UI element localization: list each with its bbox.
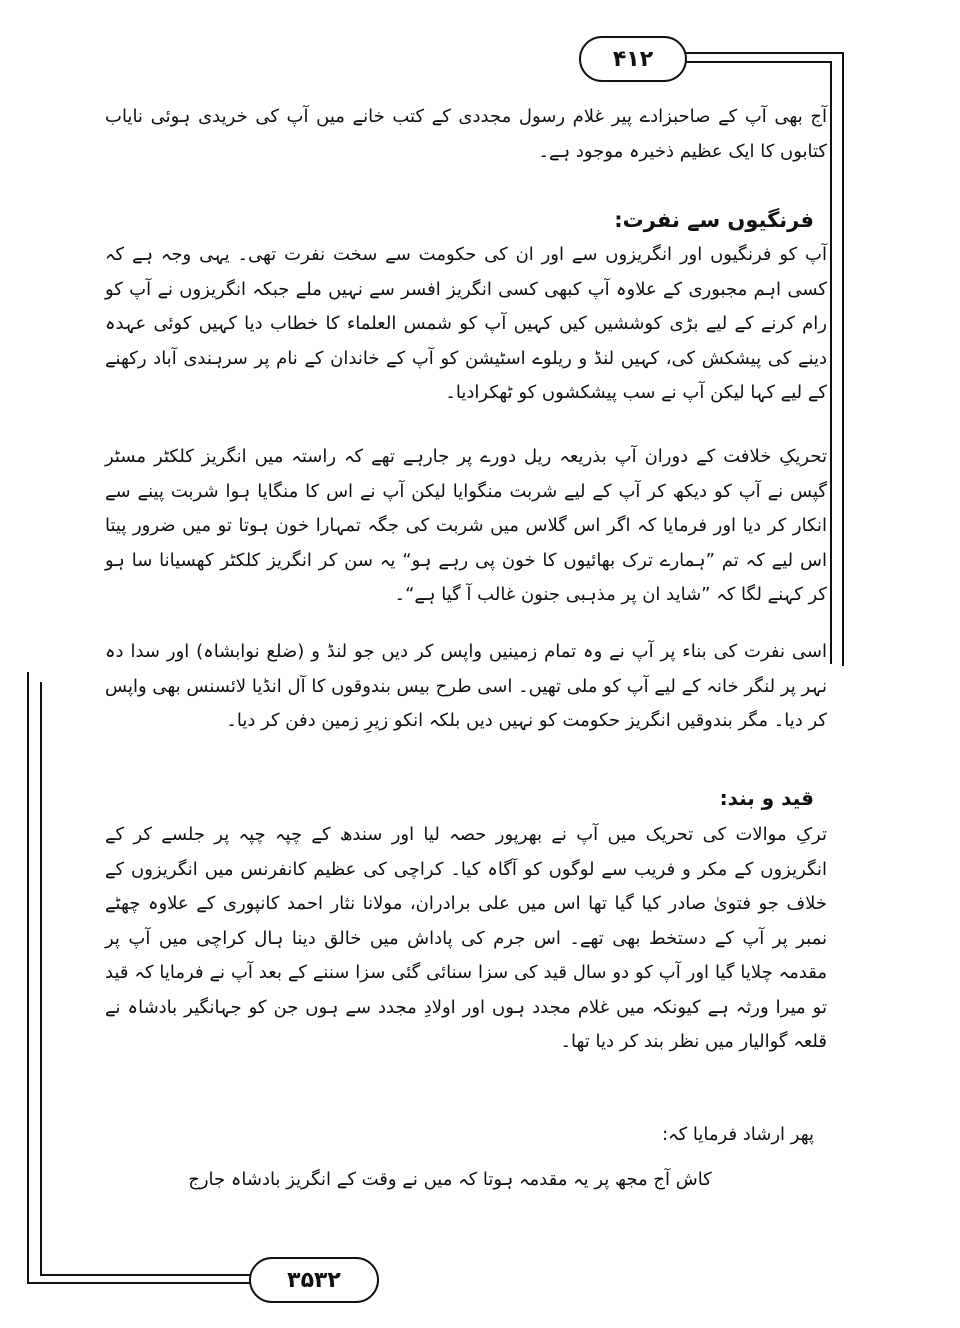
frame-top-rule-inner bbox=[683, 61, 831, 63]
paragraph-hatred-2: تحریکِ خلافت کے دوران آپ بذریعہ ریل دورے پر جارہے تھے کہ راستہ میں انگریز کلکٹر مسٹر گپس نے آپ کو دیکھ کر آپ کے لیے شربت منگوایا لیکن آپ نے اس کا منگایا ہوا شربت پینے سے انکار کر دیا اور فرمایا کہ اگر اس گلاس میں شربت کی جگہ تمہارا خون ہوتا تو میں ضرور پیتا اس لیے کہ تم ”ہمارے ترک بھائیوں کا خون پی رہے ہو“ یہ سن کر انگریز کلکٹر کھسیانا سا ہو کر کہنے لگا کہ ”شاید ان پر مذہبی جنون غالب آ گیا ہے“۔ bbox=[105, 446, 827, 605]
top-page-number: ۴۱۲ bbox=[579, 36, 687, 82]
frame-top-rule bbox=[683, 52, 843, 54]
frame-right-rule-outer bbox=[842, 52, 844, 666]
paragraph-intro: آج بھی آپ کے صاحبزادے پیر غلام رسول مجددی کے کتب خانے میں آپ کی خریدی ہوئی نایاب کتابوں کا ایک عظیم ذخیرہ موجود ہے۔ bbox=[105, 106, 827, 162]
paragraph-then: پھر ارشاد فرمایا کہ: bbox=[661, 1124, 814, 1145]
closing-line: کاش آج مجھ پر یہ مقدمہ ہوتا کہ میں نے وقت کے انگریز بادشاہ جارج bbox=[188, 1169, 712, 1190]
paragraph-hatred-3: اسی نفرت کی بناء پر آپ نے وہ تمام زمینیں واپس کر دیں جو لنڈ و (ضلع نوابشاہ) اور سدا دہ نہر پر لنگر خانہ کے لیے آپ کو ملی تھیں۔ اسی طرح بیس بندوقوں کا آل انڈیا لائسنس بھی واپس کر دیا۔ مگر بندوقیں انگریز حکومت کو نہیں دیں بلکہ انکو زیرِ زمین دفن کر دیا۔ bbox=[105, 641, 827, 731]
frame-right-rule-inner bbox=[830, 61, 832, 664]
bottom-page-number: ۳۵۳۲ bbox=[249, 1257, 379, 1303]
heading-hatred: فرنگیوں سے نفرت: bbox=[614, 208, 814, 232]
paragraph-prison: ترکِ موالات کی تحریک میں آپ نے بھرپور حصہ لیا اور سندھ کے چپہ چپہ پر جلسے کر کے انگریزوں کے مکر و فریب سے لوگوں کو آگاہ کیا۔ کراچی کی عظیم کانفرنس میں انگریزوں کے خلاف جو فتویٰ صادر کیا گیا تھا اس میں علی برادران، مولانا نثار احمد کانپوری کے علاوہ چھٹے نمبر پر آپ کے دستخط بھی تھے۔ اس جرم کی پاداش میں خالق دینا ہال کراچی میں آپ پر مقدمہ چلایا گیا اور آپ کو دو سال قید کی سزا سنائی گئی سزا سننے کے بعد آپ نے فرمایا کہ قید تو میرا ورثہ ہے کیونکہ میں غلام مجدد ہوں اور اولادِ مجدد سے ہوں جن کو جہانگیر بادشاہ نے قلعہ گوالیار میں نظر بند کر دیا تھا۔ bbox=[105, 824, 827, 1052]
heading-prison: قید و بند: bbox=[719, 786, 814, 810]
paragraph-hatred-1: آپ کو فرنگیوں اور انگریزوں سے اور ان کی حکومت سے سخت نفرت تھی۔ یہی وجہ ہے کہ کسی اہم مجبوری کے علاوہ آپ کبھی کسی انگریز افسر سے نہیں ملے جبکہ انگریزوں نے آپ کو رام کرنے کے لیے بڑی کوششیں کیں کہیں آپ کو شمس العلماء کا خطاب دیا کہیں کوئی عہدہ دینے کی پیشکش کی، کہیں لنڈ و ریلوے اسٹیشن کو آپ کے خاندان کے نام پر سرہندی آباد رکھنے کے لیے کہا لیکن آپ نے سب پیشکشوں کو ٹھکرادیا۔ bbox=[105, 244, 827, 403]
frame-left-rule-outer bbox=[27, 672, 29, 1284]
frame-left-rule-inner bbox=[40, 682, 42, 1276]
